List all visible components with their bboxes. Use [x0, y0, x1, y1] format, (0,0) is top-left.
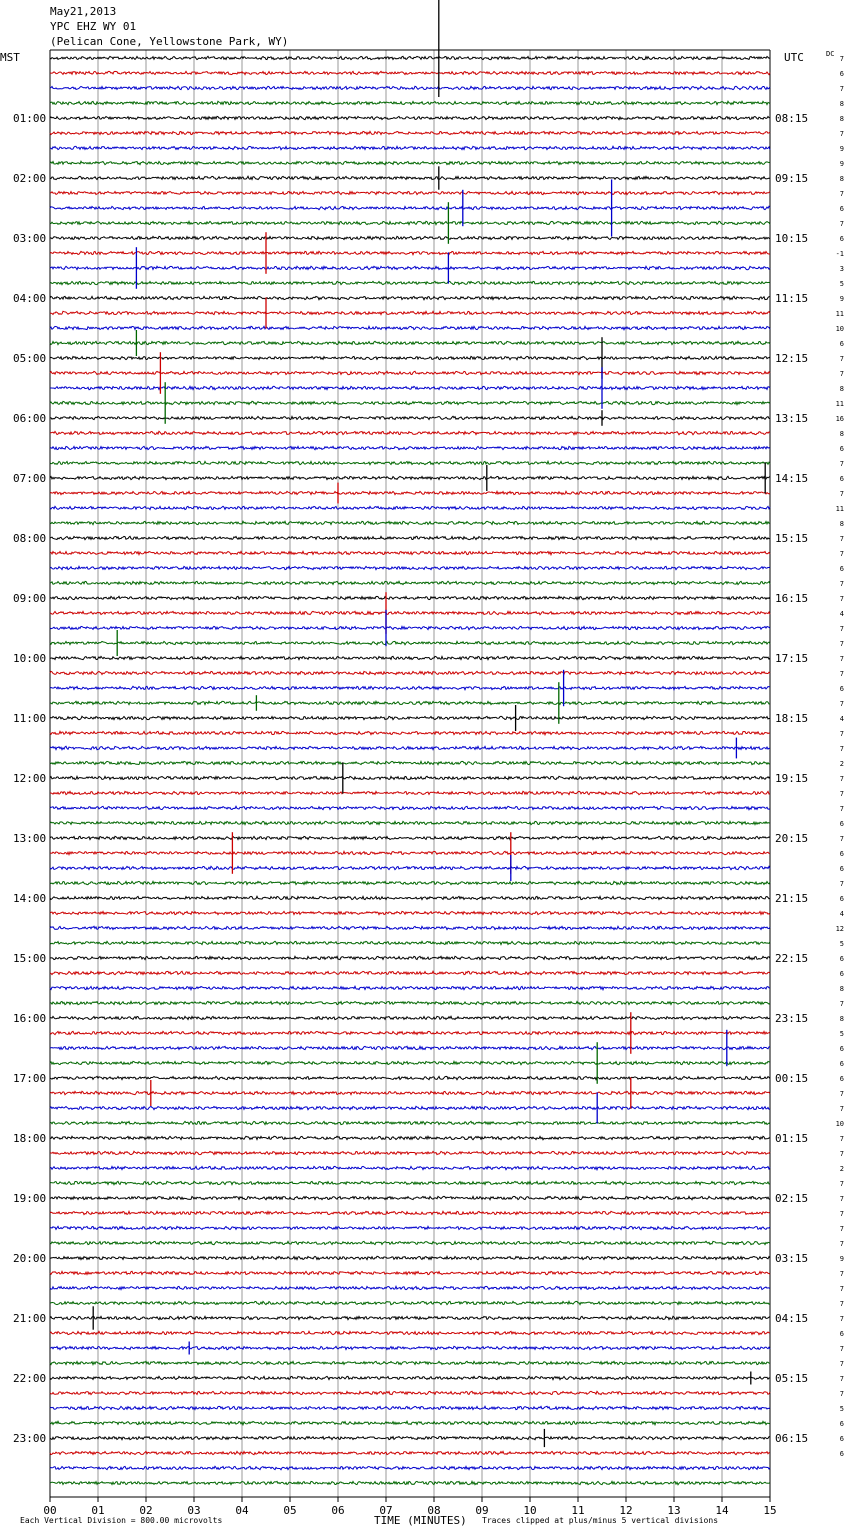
mst-hour-label: 08:00 — [13, 532, 47, 545]
dc-value: 2 — [839, 760, 844, 768]
dc-value: 9 — [839, 160, 844, 168]
trace-39 — [50, 641, 770, 644]
dc-value: 7 — [839, 1285, 844, 1293]
mst-hour-label: 06:00 — [13, 412, 47, 425]
dc-value: 7 — [839, 1135, 844, 1143]
trace-50 — [50, 806, 770, 809]
trace-14 — [50, 266, 770, 269]
x-axis-label: TIME (MINUTES) — [374, 1514, 467, 1527]
trace-26 — [50, 446, 770, 449]
dc-value: 7 — [839, 1240, 844, 1248]
dc-value: 7 — [839, 625, 844, 633]
utc-hour-label: 08:15 — [775, 112, 809, 125]
dc-value: 7 — [839, 655, 844, 663]
x-tick-label: 09 — [475, 1504, 489, 1517]
dc-value: 9 — [839, 1255, 844, 1263]
dc-value: 8 — [839, 115, 844, 123]
dc-value: 4 — [839, 715, 844, 723]
trace-15 — [50, 281, 770, 284]
dc-value: 6 — [839, 340, 844, 348]
dc-value: 9 — [839, 145, 844, 153]
trace-46 — [50, 746, 770, 749]
trace-3 — [50, 101, 770, 104]
trace-16 — [50, 296, 770, 299]
trace-65 — [50, 1031, 770, 1034]
dc-value: 7 — [839, 1345, 844, 1353]
trace-42 — [50, 686, 770, 689]
x-tick-label: 15 — [763, 1504, 777, 1517]
dc-value: 7 — [839, 550, 844, 558]
trace-58 — [50, 926, 770, 929]
trace-33 — [50, 551, 770, 554]
x-tick-label: 05 — [283, 1504, 297, 1517]
dc-value: 7 — [839, 580, 844, 588]
trace-19 — [50, 341, 770, 344]
trace-36 — [50, 596, 770, 599]
mst-hour-label: 12:00 — [13, 772, 47, 785]
utc-hour-label: 03:15 — [775, 1252, 809, 1265]
trace-94 — [50, 1466, 770, 1469]
dc-value: 8 — [839, 385, 844, 393]
utc-hour-label: 11:15 — [775, 292, 809, 305]
dc-value: 7 — [839, 1195, 844, 1203]
x-tick-label: 04 — [235, 1504, 249, 1517]
dc-value: 6 — [839, 865, 844, 873]
utc-hour-label: 06:15 — [775, 1432, 809, 1445]
trace-24 — [50, 416, 770, 419]
mst-hour-label: 22:00 — [13, 1372, 47, 1385]
trace-22 — [50, 386, 770, 389]
mst-hour-label: 14:00 — [13, 892, 47, 905]
dc-value: 6 — [839, 475, 844, 483]
utc-hour-label: 04:15 — [775, 1312, 809, 1325]
trace-20 — [50, 356, 770, 359]
header-station: YPC EHZ WY 01 — [50, 20, 137, 33]
mst-hour-label: 19:00 — [13, 1192, 47, 1205]
trace-92 — [50, 1436, 770, 1439]
dc-value: 7 — [839, 775, 844, 783]
dc-value: 8 — [839, 430, 844, 438]
dc-value: 5 — [839, 1030, 844, 1038]
trace-78 — [50, 1226, 770, 1229]
dc-value: 7 — [839, 1270, 844, 1278]
mst-hour-label: 13:00 — [13, 832, 47, 845]
dc-value: 7 — [839, 1150, 844, 1158]
dc-value: 8 — [839, 1015, 844, 1023]
dc-value: 8 — [839, 520, 844, 528]
trace-69 — [50, 1091, 770, 1094]
dc-value: 5 — [839, 940, 844, 948]
trace-9 — [50, 191, 770, 194]
dc-value: 3 — [839, 265, 844, 273]
dc-value: 10 — [835, 1120, 844, 1128]
trace-8 — [50, 176, 770, 179]
dc-value: 7 — [839, 190, 844, 198]
trace-59 — [50, 941, 770, 944]
trace-28 — [50, 476, 770, 479]
trace-34 — [50, 566, 770, 569]
mst-hour-label: 23:00 — [13, 1432, 47, 1445]
trace-21 — [50, 371, 770, 374]
header-date: May21,2013 — [50, 5, 117, 18]
utc-hour-label: 00:15 — [775, 1072, 809, 1085]
trace-72 — [50, 1136, 770, 1139]
dc-value: 7 — [839, 730, 844, 738]
trace-52 — [50, 836, 770, 839]
dc-column-label: DC — [826, 50, 835, 58]
trace-80 — [50, 1256, 770, 1259]
utc-hour-label: 13:15 — [775, 412, 809, 425]
trace-18 — [50, 326, 770, 329]
utc-hour-label: 09:15 — [775, 172, 809, 185]
x-tick-label: 11 — [571, 1504, 585, 1517]
header-location: (Pelican Cone, Yellowstone Park, WY) — [50, 35, 289, 48]
dc-value: -1 — [835, 250, 844, 258]
trace-71 — [50, 1121, 770, 1124]
dc-value: 6 — [839, 1045, 844, 1053]
dc-value: 7 — [839, 1090, 844, 1098]
dc-value: 7 — [839, 595, 844, 603]
trace-84 — [50, 1316, 770, 1319]
trace-64 — [50, 1016, 770, 1019]
utc-hour-label: 10:15 — [775, 232, 809, 245]
trace-93 — [50, 1451, 770, 1454]
dc-value: 7 — [839, 1390, 844, 1398]
dc-value: 7 — [839, 55, 844, 63]
trace-88 — [50, 1376, 770, 1379]
x-tick-label: 12 — [619, 1504, 633, 1517]
trace-4 — [50, 116, 770, 119]
trace-48 — [50, 776, 770, 779]
trace-49 — [50, 791, 770, 794]
mst-hour-label: 15:00 — [13, 952, 47, 965]
axis-labels — [13, 55, 844, 1517]
trace-55 — [50, 881, 770, 884]
x-tick-label: 06 — [331, 1504, 345, 1517]
trace-11 — [50, 221, 770, 224]
dc-value: 6 — [839, 1435, 844, 1443]
utc-hour-label: 14:15 — [775, 472, 809, 485]
trace-79 — [50, 1241, 770, 1244]
mst-hour-label: 04:00 — [13, 292, 47, 305]
x-tick-label: 02 — [139, 1504, 153, 1517]
mst-hour-label: 01:00 — [13, 112, 47, 125]
dc-value: 6 — [839, 685, 844, 693]
trace-56 — [50, 896, 770, 899]
x-tick-label: 03 — [187, 1504, 201, 1517]
trace-1 — [50, 71, 770, 74]
dc-value: 7 — [839, 1000, 844, 1008]
dc-value: 11 — [835, 505, 844, 513]
trace-37 — [50, 611, 770, 614]
dc-value: 7 — [839, 790, 844, 798]
dc-value: 6 — [839, 235, 844, 243]
dc-value: 5 — [839, 280, 844, 288]
utc-hour-label: 17:15 — [775, 652, 809, 665]
utc-hour-label: 16:15 — [775, 592, 809, 605]
trace-38 — [50, 626, 770, 629]
mst-axis-label: MST — [0, 51, 20, 64]
utc-hour-label: 22:15 — [775, 952, 809, 965]
trace-30 — [50, 506, 770, 509]
trace-25 — [50, 431, 770, 434]
trace-95 — [50, 1481, 770, 1484]
mst-hour-label: 11:00 — [13, 712, 47, 725]
trace-0 — [50, 56, 770, 59]
dc-value: 8 — [839, 985, 844, 993]
trace-31 — [50, 521, 770, 524]
dc-value: 7 — [839, 745, 844, 753]
dc-value: 6 — [839, 1450, 844, 1458]
utc-axis-label: UTC — [784, 51, 804, 64]
trace-2 — [50, 86, 770, 89]
trace-62 — [50, 986, 770, 989]
dc-value: 7 — [839, 355, 844, 363]
dc-value: 7 — [839, 1315, 844, 1323]
dc-value: 6 — [839, 1420, 844, 1428]
utc-hour-label: 02:15 — [775, 1192, 809, 1205]
trace-90 — [50, 1406, 770, 1409]
trace-57 — [50, 911, 770, 914]
dc-value: 6 — [839, 850, 844, 858]
trace-44 — [50, 716, 770, 719]
trace-17 — [50, 311, 770, 314]
trace-61 — [50, 971, 770, 974]
trace-41 — [50, 671, 770, 674]
mst-hour-label: 20:00 — [13, 1252, 47, 1265]
trace-45 — [50, 731, 770, 734]
trace-53 — [50, 851, 770, 854]
dc-value: 6 — [839, 895, 844, 903]
mst-hour-label: 05:00 — [13, 352, 47, 365]
utc-hour-label: 01:15 — [775, 1132, 809, 1145]
trace-23 — [50, 401, 770, 404]
trace-10 — [50, 206, 770, 209]
dc-value: 7 — [839, 1105, 844, 1113]
dc-value: 12 — [835, 925, 844, 933]
dc-value: 9 — [839, 295, 844, 303]
utc-hour-label: 05:15 — [775, 1372, 809, 1385]
dc-value: 7 — [839, 835, 844, 843]
trace-7 — [50, 161, 770, 164]
mst-hour-label: 03:00 — [13, 232, 47, 245]
trace-12 — [50, 236, 770, 239]
dc-value: 7 — [839, 220, 844, 228]
trace-29 — [50, 491, 770, 494]
dc-value: 7 — [839, 490, 844, 498]
dc-value: 7 — [839, 1300, 844, 1308]
trace-54 — [50, 866, 770, 869]
trace-81 — [50, 1271, 770, 1274]
utc-hour-label: 15:15 — [775, 532, 809, 545]
trace-27 — [50, 461, 770, 464]
trace-77 — [50, 1211, 770, 1214]
trace-74 — [50, 1166, 770, 1169]
mst-hour-label: 10:00 — [13, 652, 47, 665]
dc-value: 7 — [839, 535, 844, 543]
mst-hour-label: 09:00 — [13, 592, 47, 605]
trace-85 — [50, 1331, 770, 1334]
dc-value: 6 — [839, 445, 844, 453]
mst-hour-label: 07:00 — [13, 472, 47, 485]
x-tick-label: 08 — [427, 1504, 441, 1517]
trace-89 — [50, 1391, 770, 1394]
trace-66 — [50, 1046, 770, 1049]
trace-51 — [50, 821, 770, 824]
footer-division-note: Each Vertical Division = 800.00 microvolts — [20, 1516, 223, 1525]
dc-value: 7 — [839, 130, 844, 138]
trace-40 — [50, 656, 770, 659]
trace-86 — [50, 1346, 770, 1349]
trace-67 — [50, 1061, 770, 1064]
trace-76 — [50, 1196, 770, 1199]
trace-68 — [50, 1076, 770, 1079]
trace-82 — [50, 1286, 770, 1289]
dc-value: 7 — [839, 1225, 844, 1233]
mst-hour-label: 17:00 — [13, 1072, 47, 1085]
x-tick-label: 10 — [523, 1504, 537, 1517]
dc-value: 11 — [835, 310, 844, 318]
trace-87 — [50, 1361, 770, 1364]
dc-value: 8 — [839, 100, 844, 108]
utc-hour-label: 21:15 — [775, 892, 809, 905]
seismic-traces — [50, 56, 770, 1484]
dc-value: 7 — [839, 700, 844, 708]
x-tick-label: 00 — [43, 1504, 57, 1517]
dc-value: 6 — [839, 205, 844, 213]
dc-value: 6 — [839, 70, 844, 78]
dc-value: 6 — [839, 1060, 844, 1068]
trace-75 — [50, 1181, 770, 1184]
x-tick-label: 01 — [91, 1504, 105, 1517]
dc-value: 6 — [839, 955, 844, 963]
dc-value: 7 — [839, 1210, 844, 1218]
dc-value: 7 — [839, 1375, 844, 1383]
dc-value: 4 — [839, 910, 844, 918]
dc-value: 6 — [839, 1075, 844, 1083]
trace-43 — [50, 701, 770, 704]
x-tick-label: 07 — [379, 1504, 393, 1517]
utc-hour-label: 19:15 — [775, 772, 809, 785]
dc-value: 7 — [839, 370, 844, 378]
dc-value: 4 — [839, 610, 844, 618]
trace-83 — [50, 1301, 770, 1304]
dc-value: 7 — [839, 460, 844, 468]
trace-63 — [50, 1001, 770, 1004]
dc-value: 7 — [839, 1180, 844, 1188]
dc-value: 6 — [839, 565, 844, 573]
mst-hour-label: 18:00 — [13, 1132, 47, 1145]
dc-value: 7 — [839, 640, 844, 648]
dc-value: 7 — [839, 805, 844, 813]
dc-value: 7 — [839, 880, 844, 888]
dc-value: 11 — [835, 400, 844, 408]
dc-value: 2 — [839, 1165, 844, 1173]
trace-5 — [50, 131, 770, 134]
x-tick-label: 13 — [667, 1504, 681, 1517]
mst-hour-label: 21:00 — [13, 1312, 47, 1325]
utc-hour-label: 12:15 — [775, 352, 809, 365]
dc-value: 7 — [839, 85, 844, 93]
trace-35 — [50, 581, 770, 584]
utc-hour-label: 18:15 — [775, 712, 809, 725]
dc-value: 10 — [835, 325, 844, 333]
dc-value: 6 — [839, 970, 844, 978]
trace-73 — [50, 1151, 770, 1154]
mst-hour-label: 16:00 — [13, 1012, 47, 1025]
trace-13 — [50, 251, 770, 254]
footer-clipped-note: Traces clipped at plus/minus 5 vertical divisions — [482, 1516, 719, 1525]
utc-hour-label: 23:15 — [775, 1012, 809, 1025]
dc-value: 8 — [839, 175, 844, 183]
dc-value: 16 — [835, 415, 844, 423]
trace-70 — [50, 1106, 770, 1109]
trace-60 — [50, 956, 770, 959]
x-tick-label: 14 — [715, 1504, 729, 1517]
trace-47 — [50, 761, 770, 764]
dc-value: 6 — [839, 1330, 844, 1338]
dc-value: 5 — [839, 1405, 844, 1413]
mst-hour-label: 02:00 — [13, 172, 47, 185]
trace-32 — [50, 536, 770, 539]
dc-value: 6 — [839, 820, 844, 828]
utc-hour-label: 20:15 — [775, 832, 809, 845]
trace-6 — [50, 146, 770, 149]
dc-value: 7 — [839, 1360, 844, 1368]
trace-91 — [50, 1421, 770, 1424]
dc-value: 7 — [839, 670, 844, 678]
